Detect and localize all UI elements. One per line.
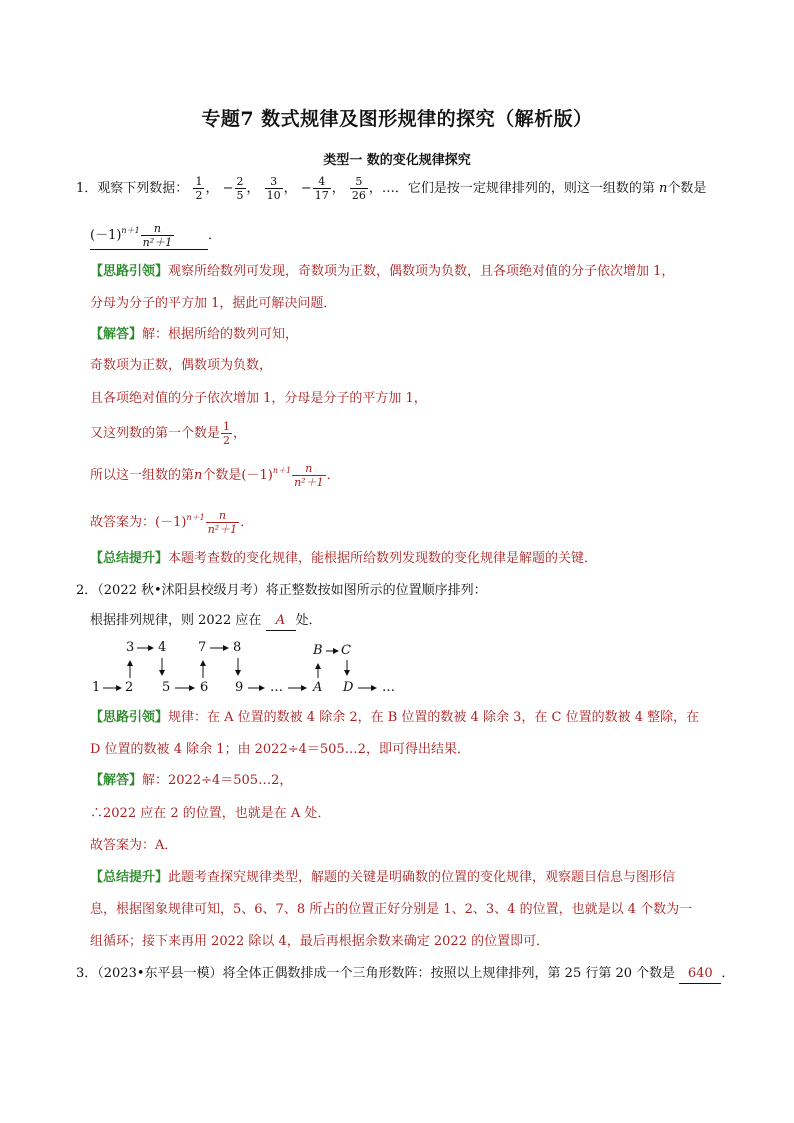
page-title: 专题7 数式规律及图形规律的探究（解析版） — [201, 108, 593, 130]
frac-numerator: n — [153, 222, 161, 235]
frac-denominator: n²＋1 — [142, 236, 173, 249]
diagram-top-B: B — [313, 643, 323, 658]
hint-text: 观察所给数列可发现，奇数项为正数，偶数项为负数，且各项绝对值的分子依次增加 1， — [168, 264, 675, 279]
q1-solution-line-3: 且各项绝对值的分子依次增加 1，分母是分子的平方加 1， — [90, 391, 427, 406]
seq-separator: ， — [205, 181, 219, 196]
q1-solution-line-2: 奇数项为正数，偶数项为负数， — [90, 358, 273, 373]
seq-tail: ，…．它们是按一定规律排列的，则这一组数的第 — [368, 181, 655, 196]
q2-question-text: 根据排列规律，则 2022 应在 — [90, 613, 262, 628]
formula-exponent: n＋1 — [186, 513, 205, 522]
variable-n: n — [194, 468, 203, 483]
seq-separator: ， — [246, 181, 260, 196]
summary-tag: 【总结提升】 — [90, 870, 169, 885]
diagram-top-8: 8 — [233, 640, 242, 655]
diagram-bottom-6: 6 — [200, 680, 209, 695]
q2-source: （2022 秋•沭阳县校级月考） — [97, 583, 266, 598]
diagram-top-C: C — [341, 643, 351, 658]
frac-numerator: 5 — [355, 175, 363, 188]
diagram-top-7: 7 — [198, 640, 207, 655]
frac-denominator: n²＋1 — [294, 476, 324, 489]
period: ． — [721, 966, 735, 981]
seq-separator: ， — [331, 181, 345, 196]
solution-text: 个数是 — [202, 468, 242, 483]
frac-numerator: n — [305, 462, 313, 475]
diagram-top-3: 3 — [126, 640, 135, 655]
q2-final-answer: 故答案为：A． — [90, 838, 178, 853]
q2-stem-text: 将正整数按如图所示的位置顺序排列： — [265, 583, 487, 598]
summary-text: 此题考查探究规律类型，解题的关键是明确数的位置的变化规律，观察题目信息与图形信 — [168, 870, 676, 885]
summary-tag: 【总结提升】 — [90, 551, 169, 566]
seq-sign: − — [222, 181, 234, 196]
q2-solution-line-1 — [90, 772, 292, 790]
q3-source: （2023•东平县一模） — [97, 966, 223, 981]
section-subtitle: 类型一 数的变化规律探究 — [323, 153, 471, 168]
formula-exponent: n＋1 — [121, 226, 140, 235]
period: ． — [240, 515, 254, 530]
frac-numerator: 1 — [195, 175, 203, 188]
hint-tag: 【思路引领】 — [90, 710, 169, 725]
solution-text: 解：根据所给的数列可知， — [142, 327, 299, 342]
diagram-bottom-1: 1 — [92, 680, 101, 695]
frac-denominator: 26 — [351, 189, 366, 202]
diagram-top-4: 4 — [158, 640, 167, 655]
final-answer-label: 故答案为： — [90, 515, 156, 530]
hint-tag: 【思路引领】 — [90, 264, 169, 279]
solution-text: 解：2022÷4＝505…2， — [142, 773, 293, 788]
seq-separator: ， — [283, 181, 297, 196]
q2-hint-line-2: D 位置的数被 4 除余 1；由 2022÷4＝505…2，即可得出结果． — [90, 742, 470, 757]
solution-tag: 【解答】 — [90, 773, 143, 788]
diagram-bottom-9: 9 — [235, 680, 244, 695]
q2-summary-line-2: 息，根据图象规律可知，5、6、7、8 所占的位置正好分别是 1、2、3、4 的位置，也就是以 4 个数为一 — [90, 902, 693, 917]
diagram-bottom-ellipsis: … — [270, 680, 283, 695]
q2-question-end: 处． — [295, 613, 322, 628]
period: ． — [326, 468, 340, 483]
frac-numerator: n — [218, 509, 226, 522]
q2-answer-blank: A — [266, 612, 296, 631]
q2-number: 2． — [76, 583, 98, 598]
formula-base: (－1) — [155, 515, 187, 530]
formula-base: (－1) — [90, 228, 122, 243]
frac-numerator: 1 — [223, 420, 231, 433]
frac-numerator: 3 — [270, 175, 278, 188]
solution-text: 又这列数的第一个数是 — [90, 426, 221, 441]
comma: ， — [233, 426, 247, 441]
frac-denominator: 17 — [314, 189, 329, 202]
frac-denominator: 2 — [195, 189, 203, 202]
diagram-bottom-A: A — [313, 680, 323, 695]
frac-denominator: 2 — [223, 434, 231, 447]
summary-text: 本题考查数的变化规律，能根据所给数列发现数的变化规律是解题的关键． — [168, 551, 598, 566]
q2-summary-line-1 — [90, 869, 675, 887]
seq-sign: − — [300, 181, 312, 196]
q1-stem-end: 个数是 — [667, 181, 707, 196]
q3-stem — [76, 965, 734, 984]
frac-denominator: n²＋1 — [207, 523, 238, 536]
frac-denominator: 10 — [266, 189, 281, 202]
diagram-bottom-2: 2 — [125, 680, 134, 695]
q1-number: 1． — [76, 181, 98, 196]
q3-stem-text: 将全体正偶数排成一个三角形数阵：按照以上规律排列，第 25 行第 20 个数是 — [222, 966, 676, 981]
frac-numerator: 4 — [318, 175, 326, 188]
period: ． — [208, 228, 222, 243]
q1-stem-intro: 观察下列数据： — [97, 181, 189, 196]
hint-text: 规律：在 A 位置的数被 4 除余 2，在 B 位置的数被 4 除余 3，在 C 位置的数被 4 整除，在 — [168, 710, 700, 725]
q2-solution-line-2: ∴2022 应在 2 的位置，也就是在 A 处． — [90, 806, 331, 821]
q1-hint-line-2: 分母为分子的平方加 1，据此可解决问题． — [90, 296, 337, 311]
diagram-bottom-D: D — [343, 680, 354, 695]
diagram-bottom-5: 5 — [162, 680, 171, 695]
solution-tag: 【解答】 — [90, 327, 143, 342]
variable-n: n — [659, 181, 668, 196]
q2-summary-line-3: 组循环；接下来再用 2022 除以 4，最后再根据余数来确定 2022 的位置即可． — [90, 934, 550, 949]
q3-number: 3． — [76, 966, 98, 981]
formula-exponent: n＋1 — [272, 466, 292, 475]
formula-base: (－1) — [241, 468, 273, 483]
q2-hint-line-1 — [90, 709, 699, 727]
solution-text: 所以这一组数的第 — [90, 468, 195, 483]
frac-denominator: 5 — [236, 189, 244, 202]
q3-answer-blank: 640 — [679, 965, 721, 984]
diagram-bottom-ellipsis-end: … — [382, 680, 395, 695]
frac-numerator: 2 — [236, 175, 244, 188]
